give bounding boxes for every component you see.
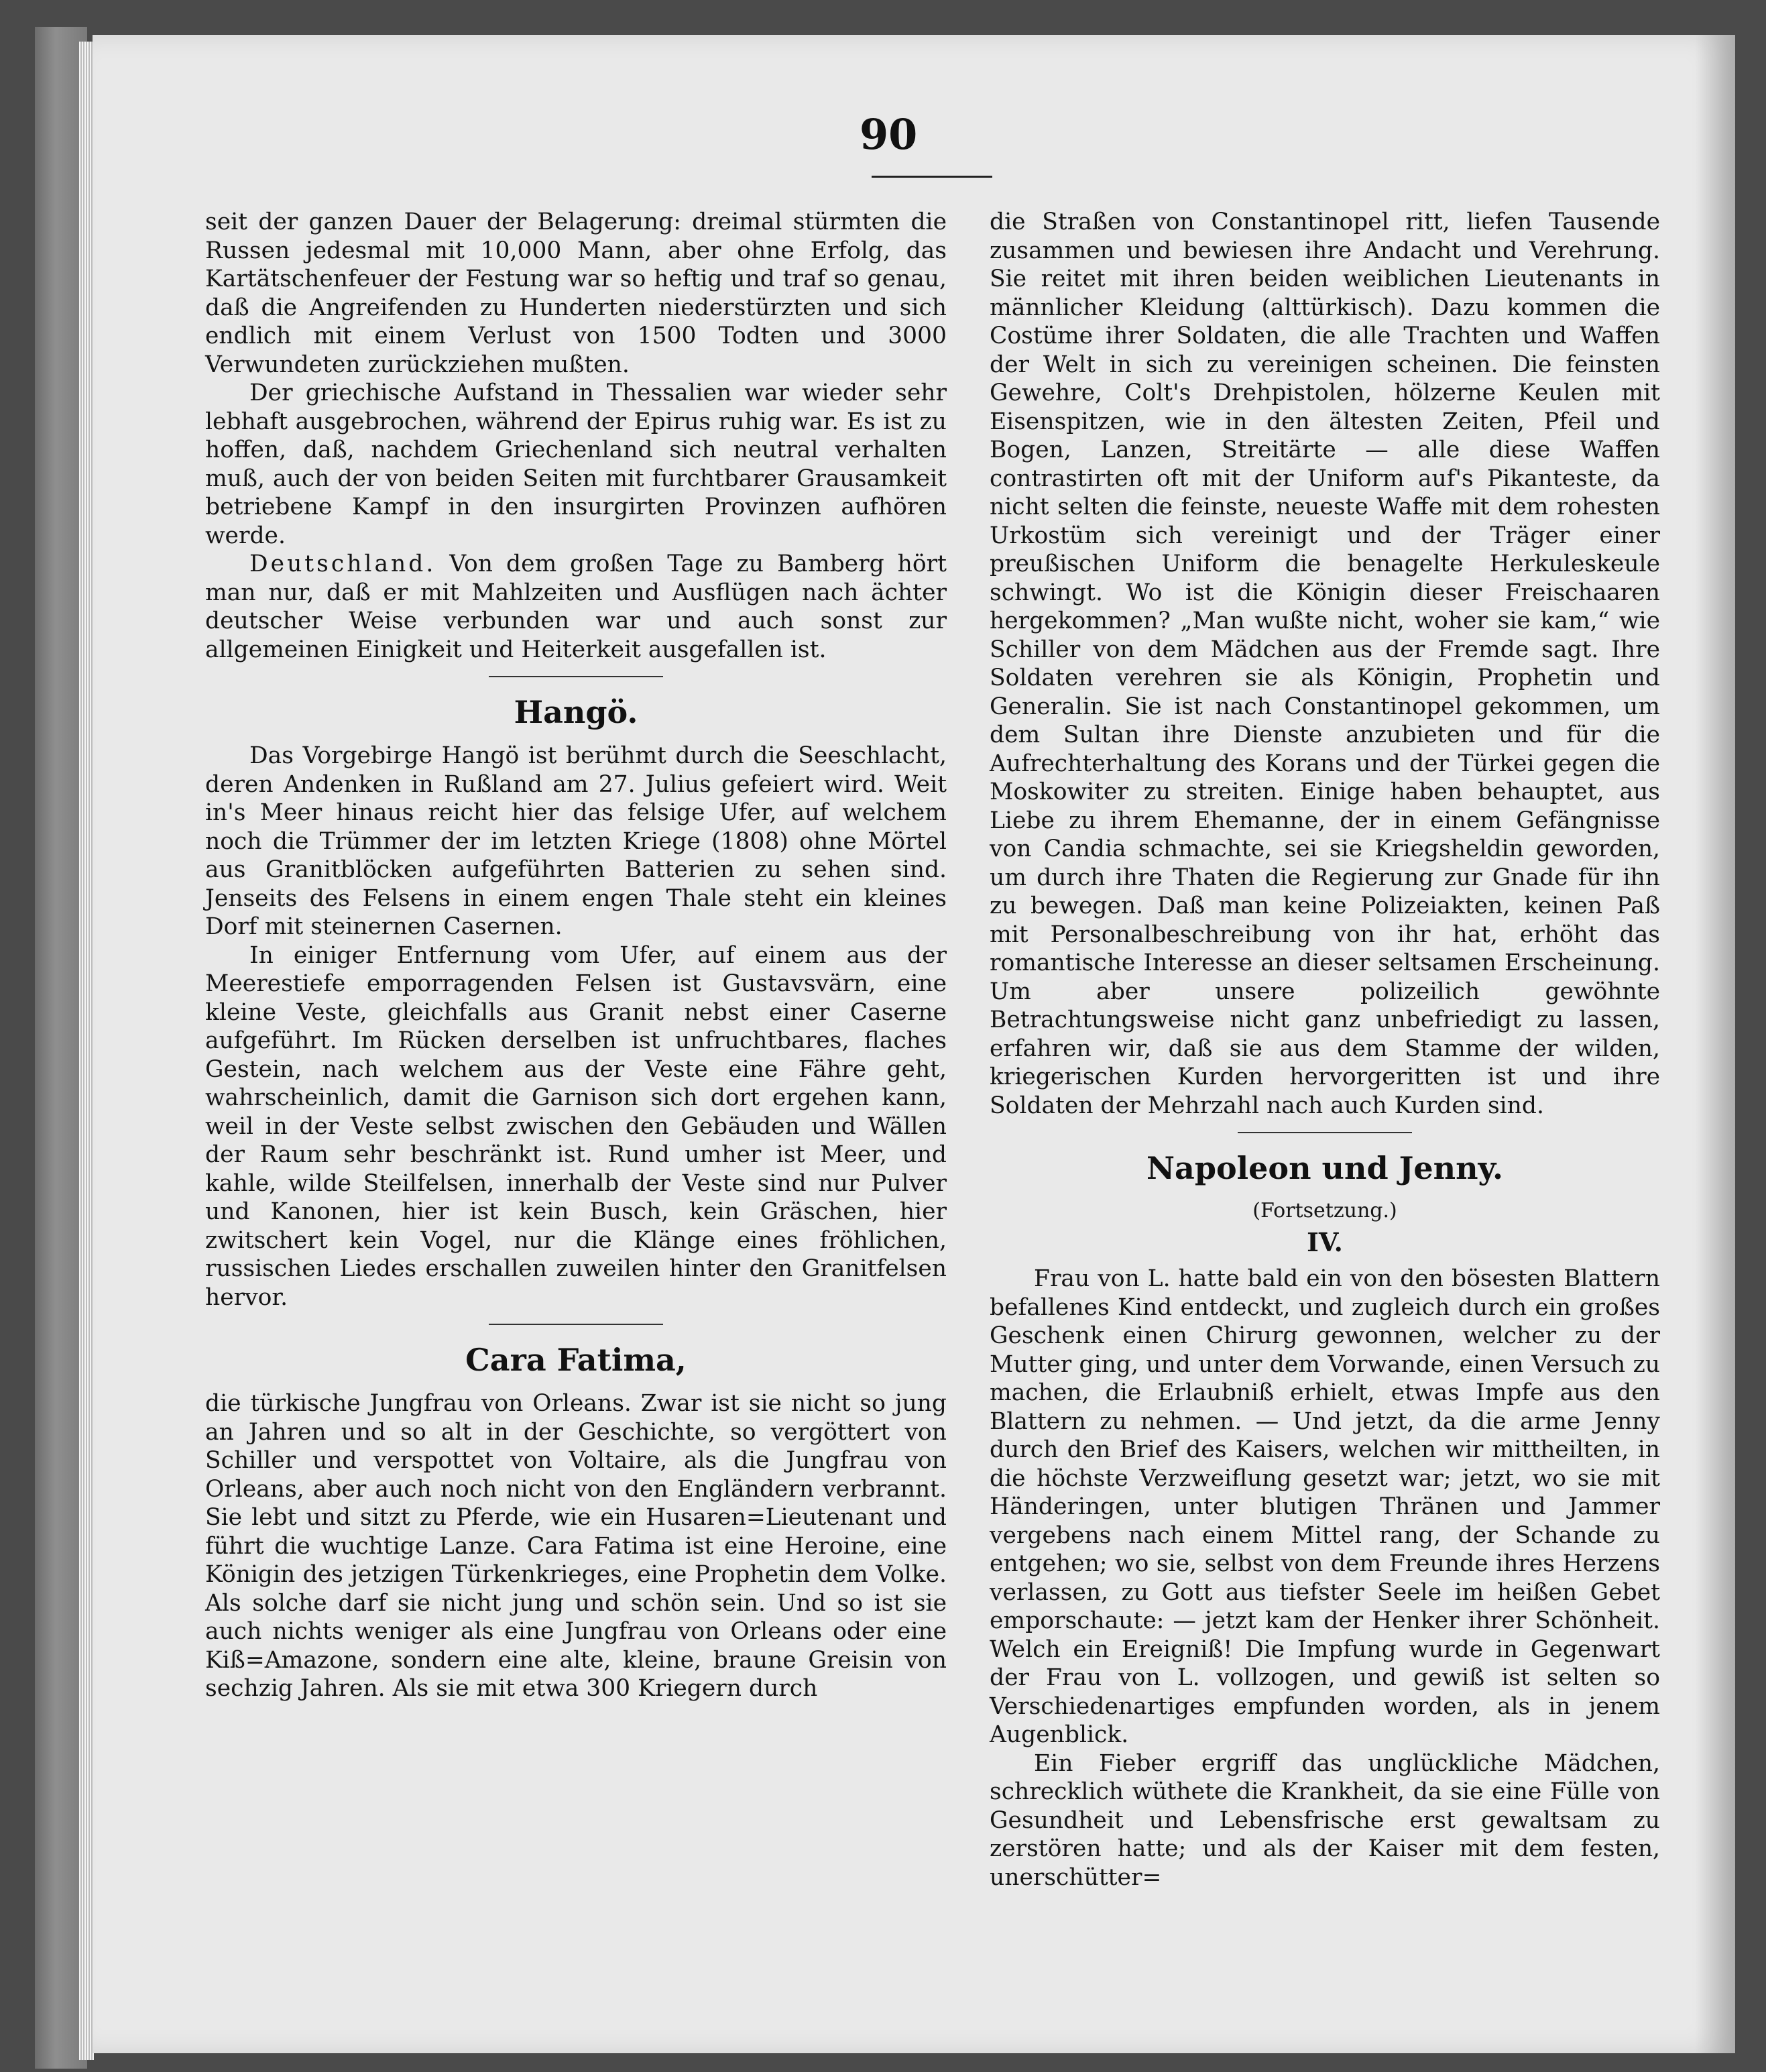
section-divider: [489, 676, 663, 677]
paragraph-germany-text: Von dem großen Tage zu Bamberg hört man nur, daß er mit Mahlzeiten und Ausflügen nach ächter deutscher Weise verbunden war und auch sonst zur allgemeinen Einigkeit und Heiterkeit ausgefallen ist.: [205, 551, 947, 663]
paragraph-greek-uprising: Der griechische Aufstand in Thessalien war wieder sehr lebhaft ausgebrochen, während der Epirus ruhig war. Es ist zu hoffen, daß, nachdem Griechenland sich neutral verhalten muß, auch der von beiden Seiten mit furchtbarer Grausamkeit betriebene Kampf in den insurgirten Provinzen aufhören werde.: [205, 380, 947, 549]
paragraph-hango-2: In einiger Entfernung vom Ufer, auf einem aus der Meerestiefe emporragenden Felsen ist Gustavsvärn, eine kleine Veste, gleichfalls aus Granit nebst einer Caserne aufgeführt. Im Rücken derselben ist unfruchtbares, flaches Gestein, nach welchem aus der Veste eine Fähre geht, wahrscheinlich, damit die Garnison sich dort ergehen kann, weil in der Veste selbst zwischen den Gebäuden und Wällen der Raum sehr beschränkt ist. Rund umher ist Meer, und kahle, wilde Steilfelsen, innerhalb der Veste sind nur Pulver und Kanonen, hier ist kein Busch, kein Gräschen, hier zwitschert kein Vogel, nur die Klänge eines fröhlichen, russischen Liedes erschallen zuweilen hinter den Granitfelsen hervor.: [205, 941, 947, 1311]
heading-cara-fatima: Cara Fatima,: [465, 1342, 687, 1378]
header-rule: [872, 176, 992, 178]
page-number: 90: [860, 110, 918, 159]
page-shadow: [1695, 35, 1735, 2053]
left-column: [205, 208, 947, 1703]
paragraph-siege: seit der ganzen Dauer der Belagerung: dreimal stürmten die Russen jedesmal mit 10,000 Mann, aber ohne Erfolg, das Kartätschenfeuer der Festung war so heftig und traf so genau, daß die Angreifenden zu Hunderten niederstürzten und sich endlich mit einem Verlust von 1500 Todten und 3000 Verwundeten zurückziehen mußten.: [205, 209, 947, 378]
section-divider: [1238, 1132, 1412, 1133]
section-divider: [489, 1324, 663, 1325]
subheading-continuation: (Fortsetzung.): [1252, 1199, 1397, 1222]
paragraph-cara-fatima-cont: die Straßen von Constantinopel ritt, liefen Tausende zusammen und bewiesen ihre Andacht und Verehrung. Sie reitet mit ihren beiden weiblichen Lieutenants in männlicher Kleidung (alttürkisch). Dazu kommen die Costüme ihrer Soldaten, die alle Trachten und Waffen der Welt in sich zu vereinigen scheinen. Die feinsten Gewehre, Colt's Drehpistolen, hölzerne Keulen mit Eisenspitzen, wie in den ältesten Zeiten, Pfeil und Bogen, Lanzen, Streitärte — alle diese Waffen contrastirten oft mit der Uniform auf's Pikanteste, da nicht selten die feinste, neueste Waffe mit dem rohesten Urkostüm sich vereinigt und der Träger einer preußischen Uniform die benagelte Herkuleskeule schwingt. Wo ist die Königin dieser Freischaaren hergekommen? „Man wußte nicht, woher sie kam,“ wie Schiller von dem Mädchen aus der Fremde sagt. Ihre Soldaten verehren sie als Königin, Prophetin und Generalin. Sie ist nach Constantinopel gekommen, um dem Sultan ihre Dienste anzubieten und für die Aufrechterhaltung des Korans und der Türkei gegen die Moskowiter zu streiten. Einige haben behauptet, aus Liebe zu ihrem Ehemanne, der in einem Gefängnisse von Candia schmachte, sei sie Kriegsheldin geworden, um durch ihre Thaten die Regierung zur Gnade für ihn zu bewegen. Daß man keine Polizeiakten, keinen Paß mit Personalbeschreibung von ihr hat, erhöht das romantische Interesse an dieser seltsamen Erscheinung. Um aber unsere polizeilich gewöhnte Betrachtungsweise nicht ganz unbefriedigt zu lassen, erfahren wir, daß sie aus dem Stamme der wilden, kriegerischen Kurden hervorgeritten ist und ihre Soldaten der Mehrzahl nach auch Kurden sind.: [990, 209, 1660, 1119]
paragraph-cara-fatima: die türkische Jungfrau von Orleans. Zwar ist sie nicht so jung an Jahren und so alt in der Geschichte, so vergöttert von Schiller und verspottet von Voltaire, als die Jungfrau von Orleans, aber auch noch nicht von den Engländern verbrannt. Sie lebt und sitzt zu Pferde, wie ein Husaren=Lieutenant und führt die wuchtige Lanze. Cara Fatima ist eine Heroine, eine Königin des jetzigen Türkenkrieges, eine Prophetin dem Volke. Als solche darf sie nicht jung und schön sein. Und so ist sie auch nichts weniger als eine Jungfrau von Orleans oder eine Kiß=Amazone, sondern eine alte, kleine, braune Greisin von sechzig Jahren. Als sie mit etwa 300 Kriegern durch: [205, 1390, 947, 1702]
right-column: [990, 208, 1660, 1892]
heading-napoleon-jenny: Napoleon und Jenny.: [1146, 1150, 1504, 1186]
paragraph-germany-lead: Deutschland.: [249, 551, 436, 577]
heading-hango: Hangö.: [514, 694, 638, 730]
paragraph-jenny-1: Frau von L. hatte bald ein von den bösesten Blattern befallenes Kind entdeckt, und zugleich durch ein großes Geschenk einen Chirurg gewonnen, welcher zu der Mutter ging, und unter dem Vorwande, einen Versuch zu machen, die Erlaubniß erhielt, etwas Impfe aus den Blattern zu nehmen. — Und jetzt, da die arme Jenny durch den Brief des Kaisers, welchen wir mittheilten, in die höchste Verzweiflung gesetzt war; jetzt, wo sie mit Händeringen, unter blutigen Thränen und Jammer vergebens nach einem Mittel rang, der Schande zu entgehen; wo sie, selbst von dem Freunde ihres Herzens verlassen, zu Gott aus tiefster Seele im heißen Gebet emporschaute: — jetzt kam der Henker ihrer Schönheit. Welch ein Ereigniß! Die Impfung wurde in Gegenwart der Frau von L. vollzogen, und gewiß ist selten so Verschiedenartiges empfunden worden, als in jenem Augenblick.: [990, 1265, 1660, 1748]
section-number: IV.: [1307, 1227, 1343, 1257]
page-edges: [79, 42, 94, 2060]
paragraph-jenny-2: Ein Fieber ergriff das unglückliche Mädchen, schrecklich wüthete die Krankheit, da sie eine Fülle von Gesundheit und Lebensfrische erst gewaltsam zu zerstören hatte; und als der Kaiser mit dem festen, unerschütter=: [990, 1749, 1660, 1891]
paragraph-hango-1: Das Vorgebirge Hangö ist berühmt durch die Seeschlacht, deren Andenken in Rußland am 27. Julius gefeiert wird. Weit in's Meer hinaus reicht hier das felsige Ufer, auf welchem noch die Trümmer der im letzten Kriege (1808) ohne Mörtel aus Granitblöcken aufgeführten Batterien zu sehen sind. Jenseits des Felsens in einem engen Thale steht ein kleines Dorf mit steinernen Casernen.: [205, 742, 947, 940]
paragraph-germany: [205, 550, 947, 664]
